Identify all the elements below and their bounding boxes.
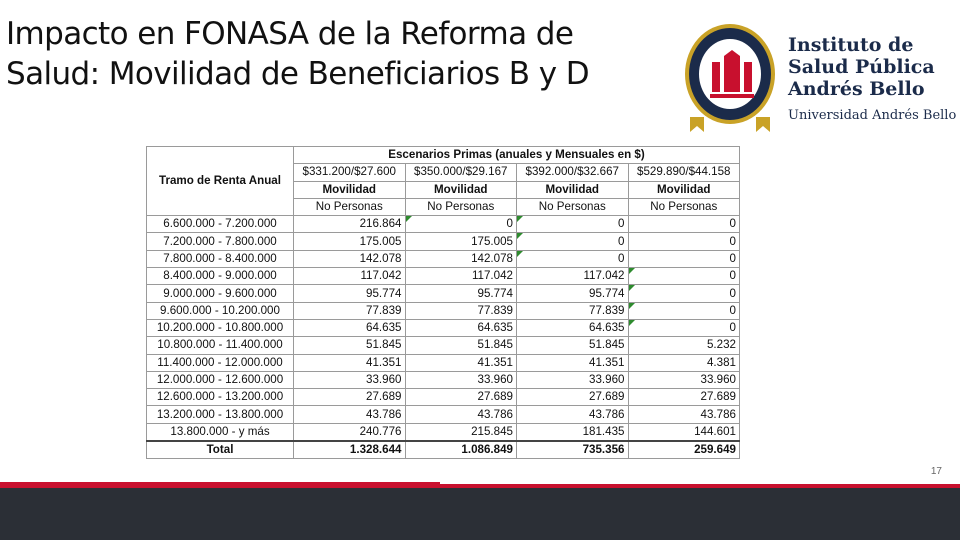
table-row — [147, 250, 740, 267]
value-cell: 0 — [628, 285, 740, 302]
value-cell: 27.689 — [405, 389, 517, 406]
table-row — [147, 423, 740, 441]
value-cell: 77.839 — [517, 302, 629, 319]
range-cell: 9.000.000 - 9.600.000 — [147, 285, 294, 302]
total-cell: 735.356 — [517, 441, 629, 459]
value-cell: 27.689 — [294, 389, 406, 406]
value-cell: 0 — [517, 250, 629, 267]
shield-icon — [682, 22, 782, 132]
footer-bar — [0, 488, 960, 540]
range-cell: 12.600.000 - 13.200.000 — [147, 389, 294, 406]
range-cell: 13.800.000 - y más — [147, 423, 294, 441]
sub-header: Movilidad — [628, 181, 740, 198]
total-label: Total — [147, 441, 294, 459]
total-row — [147, 441, 740, 459]
value-cell: 0 — [405, 216, 517, 233]
value-cell: 4.381 — [628, 354, 740, 371]
value-cell: 77.839 — [294, 302, 406, 319]
logo-line-2: Salud Pública — [788, 56, 935, 78]
value-cell: 27.689 — [628, 389, 740, 406]
value-cell: 64.635 — [294, 319, 406, 336]
mobility-table — [146, 146, 740, 459]
logo-subtitle: Universidad Andrés Bello — [788, 108, 957, 123]
value-cell: 215.845 — [405, 423, 517, 441]
value-cell: 41.351 — [517, 354, 629, 371]
value-cell: 95.774 — [405, 285, 517, 302]
range-cell: 8.400.000 - 9.000.000 — [147, 268, 294, 285]
value-cell: 117.042 — [405, 268, 517, 285]
value-cell: 64.635 — [517, 319, 629, 336]
range-cell: 11.400.000 - 12.000.000 — [147, 354, 294, 371]
sub-header: No Personas — [294, 198, 406, 215]
value-cell: 33.960 — [294, 371, 406, 388]
range-cell: 13.200.000 - 13.800.000 — [147, 406, 294, 423]
value-cell: 41.351 — [294, 354, 406, 371]
value-cell: 0 — [628, 268, 740, 285]
value-cell: 51.845 — [405, 337, 517, 354]
value-cell: 117.042 — [517, 268, 629, 285]
value-cell: 95.774 — [294, 285, 406, 302]
value-cell: 142.078 — [294, 250, 406, 267]
range-cell: 6.600.000 - 7.200.000 — [147, 216, 294, 233]
value-cell: 43.786 — [628, 406, 740, 423]
value-cell: 175.005 — [294, 233, 406, 250]
table-row — [147, 302, 740, 319]
value-cell: 27.689 — [517, 389, 629, 406]
total-cell: 1.328.644 — [294, 441, 406, 459]
value-cell: 43.786 — [517, 406, 629, 423]
table-row — [147, 285, 740, 302]
scenario-header: $331.200/$27.600 — [294, 164, 406, 181]
value-cell: 95.774 — [517, 285, 629, 302]
table-row — [147, 216, 740, 233]
page-number: 17 — [930, 466, 942, 477]
scenario-header: $392.000/$32.667 — [517, 164, 629, 181]
value-cell: 0 — [628, 233, 740, 250]
value-cell: 0 — [628, 250, 740, 267]
value-cell: 51.845 — [517, 337, 629, 354]
total-cell: 1.086.849 — [405, 441, 517, 459]
value-cell: 175.005 — [405, 233, 517, 250]
logo-line-3: Andrés Bello — [788, 78, 925, 100]
sub-header: No Personas — [405, 198, 517, 215]
value-cell: 64.635 — [405, 319, 517, 336]
range-cell: 10.200.000 - 10.800.000 — [147, 319, 294, 336]
value-cell: 117.042 — [294, 268, 406, 285]
institute-logo — [680, 20, 958, 138]
table-row — [147, 354, 740, 371]
value-cell: 0 — [628, 319, 740, 336]
value-cell: 5.232 — [628, 337, 740, 354]
table-row — [147, 337, 740, 354]
value-cell: 43.786 — [294, 406, 406, 423]
table-row — [147, 268, 740, 285]
value-cell: 181.435 — [517, 423, 629, 441]
footer-accent-gap — [440, 482, 960, 484]
value-cell: 77.839 — [405, 302, 517, 319]
value-cell: 0 — [628, 302, 740, 319]
value-cell: 0 — [517, 233, 629, 250]
slide-title: Impacto en FONASA de la Reforma de Salud: Movilidad de Beneficiarios B y D — [6, 16, 589, 92]
table-row — [147, 233, 740, 250]
value-cell: 216.864 — [294, 216, 406, 233]
value-cell: 142.078 — [405, 250, 517, 267]
table-row — [147, 319, 740, 336]
table-row — [147, 389, 740, 406]
sub-header: Movilidad — [517, 181, 629, 198]
sub-header: No Personas — [517, 198, 629, 215]
range-cell: 7.200.000 - 7.800.000 — [147, 233, 294, 250]
total-cell: 259.649 — [628, 441, 740, 459]
table-row — [147, 406, 740, 423]
scenario-header: $350.000/$29.167 — [405, 164, 517, 181]
logo-line-1: Instituto de — [788, 34, 914, 56]
value-cell: 240.776 — [294, 423, 406, 441]
value-cell: 43.786 — [405, 406, 517, 423]
value-cell: 33.960 — [628, 371, 740, 388]
group-header: Escenarios Primas (anuales y Mensuales en $) — [294, 147, 740, 164]
range-cell: 12.000.000 - 12.600.000 — [147, 371, 294, 388]
value-cell: 51.845 — [294, 337, 406, 354]
sub-header: Movilidad — [294, 181, 406, 198]
range-cell: 7.800.000 - 8.400.000 — [147, 250, 294, 267]
row-header: Tramo de Renta Anual — [147, 147, 294, 216]
range-cell: 10.800.000 - 11.400.000 — [147, 337, 294, 354]
value-cell: 41.351 — [405, 354, 517, 371]
scenario-header: $529.890/$44.158 — [628, 164, 740, 181]
value-cell: 33.960 — [517, 371, 629, 388]
range-cell: 9.600.000 - 10.200.000 — [147, 302, 294, 319]
sub-header: No Personas — [628, 198, 740, 215]
value-cell: 144.601 — [628, 423, 740, 441]
sub-header: Movilidad — [405, 181, 517, 198]
value-cell: 33.960 — [405, 371, 517, 388]
logo-text — [788, 34, 956, 123]
value-cell: 0 — [628, 216, 740, 233]
table-row — [147, 371, 740, 388]
value-cell: 0 — [517, 216, 629, 233]
